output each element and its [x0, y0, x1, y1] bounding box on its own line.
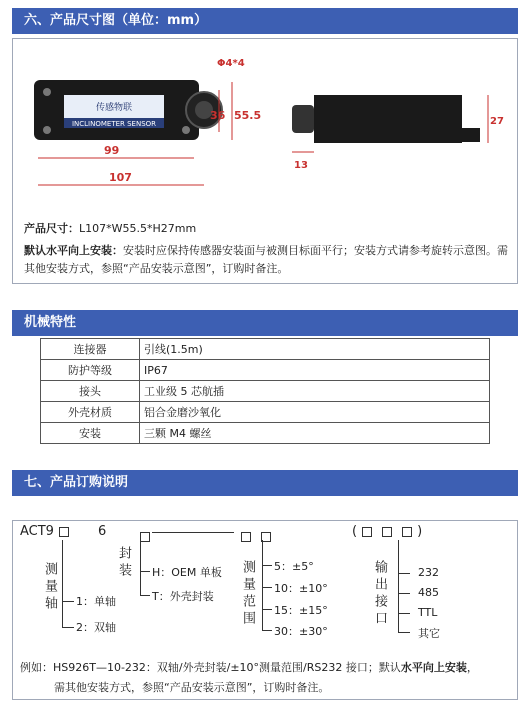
- spec-value: 工业级 5 芯航插: [140, 381, 490, 402]
- example-line-1a: 例如：HS926T—10-232：双轴/外壳封装/±10°测量范围/RS232 接口；默认: [20, 661, 401, 674]
- axis-box-icon: [59, 527, 69, 537]
- spec-key: 安装: [41, 423, 140, 444]
- dim-27: 27: [490, 116, 504, 127]
- pack-option-h: H：OEM 单板: [152, 566, 222, 579]
- spec-value: 引线(1.5m): [140, 339, 490, 360]
- output-option-232: 232: [418, 566, 439, 579]
- spec-value: 三颗 M4 螺丝: [140, 423, 490, 444]
- spec-value: 铝合金磨沙氧化: [140, 402, 490, 423]
- side-connector-icon: [292, 105, 314, 133]
- dim-555: 55.5: [234, 109, 262, 122]
- pack-box-icon: [140, 532, 150, 542]
- table-row: [41, 402, 490, 423]
- sensor-model-text: INCLINOMETER SENSOR: [71, 120, 157, 128]
- spec-key: 防护等级: [41, 360, 140, 381]
- dim-36: 36: [210, 109, 226, 122]
- dim-99: 99: [104, 144, 120, 157]
- example-line-2: 需其他安装方式，参照“产品安装示意图”，订购时备注。: [54, 681, 330, 694]
- mount-hole-icon: [43, 88, 51, 96]
- table-row: [41, 381, 490, 402]
- mount-hole-icon: [182, 126, 190, 134]
- pack-connector-line: [152, 532, 234, 533]
- output-option-ttl: TTL: [418, 606, 438, 619]
- brand-text: 传感物联: [95, 103, 133, 113]
- pack-option-t: T：外壳封装: [152, 590, 214, 603]
- size-value: L107*W55.5*H27mm: [79, 222, 197, 235]
- range-option-30: 30：±30°: [274, 625, 328, 638]
- output-box-icon: [402, 527, 412, 537]
- spec-key: 外壳材质: [41, 402, 140, 423]
- spec-key: 接头: [41, 381, 140, 402]
- output-bracket: [398, 540, 399, 632]
- range-option-10: 10：±10°: [274, 582, 328, 595]
- output-box-icon: [362, 527, 372, 537]
- size-label: 产品尺寸：: [24, 222, 79, 235]
- range-box-icon: [241, 532, 251, 542]
- mount-hole-icon: [43, 126, 51, 134]
- table-row: [41, 423, 490, 444]
- install-label: 默认水平向上安装：: [24, 244, 123, 257]
- six-code: 6: [98, 524, 107, 539]
- model-code: [20, 524, 74, 539]
- size-line: [24, 220, 196, 236]
- table-row: [41, 360, 490, 381]
- install-text-2: 其他安装方式，参照“产品安装示意图”，订购时备注。: [24, 262, 289, 275]
- sensor-body-side: [314, 95, 462, 143]
- range-title: 测量范围: [240, 560, 255, 628]
- example-line-1c: ，: [466, 661, 478, 674]
- section-7-header: 七、产品订购说明: [12, 470, 518, 496]
- spec-value: IP67: [140, 360, 490, 381]
- axis-option-2: 2：双轴: [76, 621, 116, 634]
- output-boxes: ( ): [352, 524, 423, 539]
- pack-title: 封装: [116, 546, 131, 580]
- axis-title: 测量轴: [42, 562, 57, 613]
- section-6-header: 六、产品尺寸图（单位：mm）: [12, 8, 518, 34]
- example-line-1b: 水平向上安装: [400, 661, 467, 674]
- pack-bracket: [140, 540, 141, 596]
- install-text-1: 安装时应保持传感器安装面与被测目标面平行；安装方式请参考旋转示意图。需: [123, 244, 508, 257]
- output-title: 输出接口: [372, 560, 387, 628]
- mech-table: [40, 338, 490, 444]
- range-boxes: [236, 526, 276, 545]
- table-row: [41, 339, 490, 360]
- dim-13: 13: [294, 160, 308, 171]
- order-example: [20, 658, 515, 698]
- output-option-other: 其它: [418, 627, 440, 640]
- range-option-15: 15：±15°: [274, 604, 328, 617]
- dim-phi: Φ4*4: [217, 58, 245, 69]
- output-box-icon: [382, 527, 392, 537]
- dim-107: 107: [109, 171, 132, 184]
- output-option-485: 485: [418, 586, 439, 599]
- pack-box: [135, 526, 155, 545]
- install-note: [24, 242, 514, 278]
- spec-key: 连接器: [41, 339, 140, 360]
- model-prefix: ACT9: [20, 524, 54, 539]
- range-option-5: 5：±5°: [274, 560, 314, 573]
- axis-bracket: [62, 540, 63, 628]
- dimension-drawing: [14, 40, 514, 210]
- side-foot: [454, 128, 480, 142]
- axis-option-1: 1：单轴: [76, 595, 116, 608]
- range-bracket: [262, 540, 263, 630]
- mech-header: 机械特性: [12, 310, 518, 336]
